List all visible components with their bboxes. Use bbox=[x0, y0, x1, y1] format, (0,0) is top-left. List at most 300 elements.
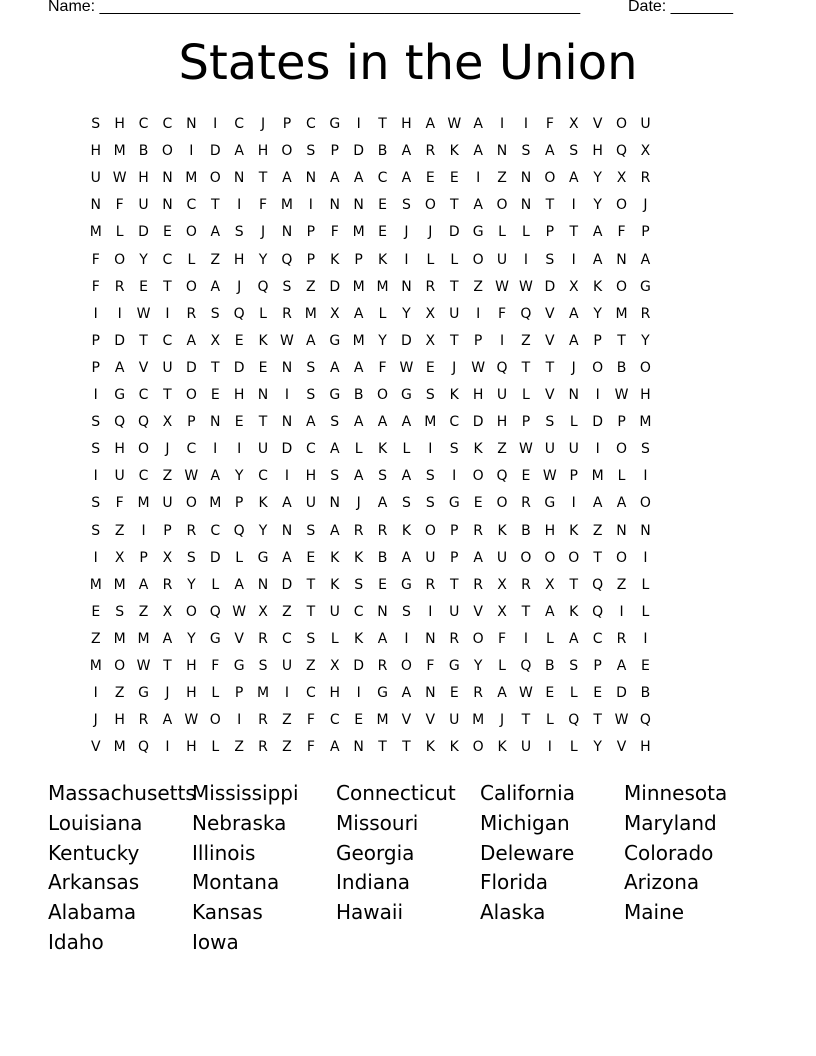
grid-letter: G bbox=[377, 685, 389, 702]
grid-letter: N bbox=[281, 522, 293, 539]
grid-letter: Z bbox=[282, 603, 293, 620]
grid-letter: G bbox=[209, 630, 222, 647]
grid-letter: I bbox=[619, 603, 625, 620]
grid-letter: F bbox=[378, 359, 388, 376]
grid-letter: O bbox=[616, 441, 628, 458]
grid-letter: K bbox=[425, 739, 436, 756]
grid-letter: U bbox=[162, 359, 174, 376]
grid-letter: K bbox=[377, 251, 388, 268]
grid-letter: H bbox=[186, 739, 198, 756]
grid-letter: S bbox=[91, 116, 101, 132]
grid-letter: P bbox=[234, 685, 244, 702]
grid-letter: I bbox=[523, 251, 529, 268]
grid-letter: S bbox=[306, 630, 316, 647]
grid-letter: Q bbox=[138, 414, 150, 431]
grid-letter: I bbox=[643, 549, 648, 566]
grid-letter: X bbox=[568, 116, 580, 132]
grid-letter: X bbox=[162, 414, 173, 431]
grid-letter: V bbox=[401, 712, 412, 729]
grid-letter: N bbox=[210, 414, 221, 431]
grid-letter: V bbox=[545, 332, 556, 349]
grid-letter: I bbox=[595, 387, 601, 403]
grid-letter: A bbox=[162, 712, 173, 729]
grid-letter: T bbox=[617, 332, 627, 349]
grid-letter: O bbox=[400, 658, 413, 674]
grid-letter: A bbox=[234, 143, 245, 160]
word-list-item: Nebraska bbox=[192, 810, 287, 835]
grid-letter: Q bbox=[209, 603, 222, 620]
grid-letter: N bbox=[281, 359, 293, 376]
grid-letter: F bbox=[617, 224, 627, 241]
grid-letter: I bbox=[499, 116, 505, 132]
grid-letter: Y bbox=[402, 305, 412, 322]
word-list-item: Idaho bbox=[48, 930, 104, 954]
grid-letter: K bbox=[258, 332, 269, 349]
name-field[interactable]: Name: ______________________________________________________ bbox=[48, 0, 581, 15]
grid-letter: M bbox=[352, 224, 366, 241]
grid-letter: I bbox=[213, 441, 218, 458]
grid-letter: N bbox=[353, 739, 365, 756]
grid-letter: L bbox=[115, 224, 125, 241]
grid-letter: A bbox=[186, 332, 197, 349]
grid-letter: B bbox=[138, 143, 149, 160]
grid-letter: I bbox=[93, 468, 99, 485]
grid-letter: R bbox=[258, 630, 269, 647]
grid-letter: L bbox=[330, 630, 340, 647]
grid-letter: P bbox=[306, 224, 316, 241]
grid-letter: M bbox=[137, 495, 151, 512]
grid-letter: A bbox=[329, 359, 341, 376]
grid-letter: L bbox=[450, 251, 459, 268]
word-list-item: Massachusetts bbox=[48, 781, 196, 805]
grid-letter: L bbox=[569, 739, 579, 756]
grid-letter: A bbox=[473, 116, 484, 132]
grid-letter: C bbox=[138, 387, 149, 403]
grid-letter: L bbox=[402, 441, 411, 458]
grid-letter: K bbox=[569, 522, 579, 539]
grid-letter: M bbox=[304, 305, 318, 322]
grid-letter: N bbox=[281, 224, 293, 241]
grid-letter: J bbox=[93, 712, 99, 729]
grid-letter: F bbox=[91, 278, 101, 295]
word-list-item: Michigan bbox=[480, 810, 570, 835]
grid-letter: D bbox=[329, 278, 341, 295]
grid-letter: I bbox=[93, 685, 99, 702]
grid-letter: S bbox=[282, 278, 292, 295]
grid-letter: X bbox=[545, 576, 556, 593]
grid-letter: Q bbox=[257, 278, 270, 295]
grid-letter: M bbox=[113, 630, 127, 647]
grid-letter: D bbox=[448, 224, 461, 241]
grid-letter: C bbox=[210, 522, 221, 539]
grid-letter: S bbox=[115, 603, 125, 620]
grid-letter: F bbox=[91, 251, 101, 268]
grid-letter: V bbox=[138, 359, 149, 376]
grid-letter: E bbox=[473, 495, 484, 512]
grid-letter: G bbox=[257, 549, 269, 566]
grid-letter: S bbox=[401, 603, 412, 620]
grid-letter: X bbox=[568, 278, 580, 295]
grid-letter: U bbox=[520, 739, 532, 756]
grid-letter: K bbox=[377, 441, 388, 458]
word-list-item: Alaska bbox=[480, 900, 546, 925]
grid-letter: Z bbox=[114, 522, 125, 539]
grid-letter: C bbox=[162, 116, 173, 132]
grid-letter: L bbox=[211, 739, 220, 756]
grid-letter: I bbox=[523, 116, 529, 132]
grid-letter: I bbox=[165, 305, 170, 322]
grid-letter: Y bbox=[378, 332, 388, 349]
grid-letter: I bbox=[476, 170, 481, 187]
grid-letter: H bbox=[114, 116, 126, 132]
grid-letter: X bbox=[114, 549, 125, 566]
grid-letter: B bbox=[353, 387, 364, 403]
grid-letter: S bbox=[91, 441, 101, 458]
grid-letter: S bbox=[640, 441, 651, 458]
word-list-item: Missouri bbox=[336, 810, 419, 835]
grid-letter: A bbox=[353, 468, 364, 485]
grid-letter: V bbox=[592, 116, 603, 132]
grid-letter: O bbox=[592, 359, 604, 376]
grid-letter: M bbox=[376, 712, 390, 729]
grid-letter: O bbox=[161, 143, 174, 160]
grid-letter: Q bbox=[592, 603, 604, 620]
grid-letter: A bbox=[473, 549, 484, 566]
grid-letter: I bbox=[284, 468, 290, 485]
grid-letter: S bbox=[449, 441, 460, 458]
grid-letter: O bbox=[472, 630, 485, 647]
grid-letter: R bbox=[449, 630, 460, 647]
grid-letter: X bbox=[210, 332, 221, 349]
grid-letter: E bbox=[234, 414, 245, 431]
grid-letter: O bbox=[544, 549, 556, 566]
grid-letter: R bbox=[282, 305, 293, 322]
grid-letter: W bbox=[112, 170, 128, 187]
grid-letter: H bbox=[329, 685, 341, 702]
grid-letter: R bbox=[186, 522, 197, 539]
grid-letter: O bbox=[472, 468, 485, 485]
grid-letter: C bbox=[258, 468, 269, 485]
word-list-item: Arkansas bbox=[48, 870, 140, 895]
grid-letter: Z bbox=[234, 739, 245, 756]
grid-letter: F bbox=[545, 116, 555, 132]
grid-letter: H bbox=[233, 387, 245, 403]
grid-letter: Q bbox=[592, 576, 604, 593]
grid-letter: K bbox=[354, 630, 364, 647]
grid-letter: I bbox=[452, 468, 457, 485]
grid-letter: A bbox=[329, 170, 341, 187]
grid-letter: J bbox=[428, 224, 433, 241]
grid-letter: P bbox=[330, 143, 340, 160]
grid-letter: G bbox=[329, 332, 341, 349]
date-field[interactable]: Date: _______ bbox=[628, 0, 733, 15]
grid-letter: T bbox=[521, 712, 531, 729]
grid-letter: R bbox=[258, 739, 269, 756]
grid-letter: L bbox=[235, 549, 244, 566]
grid-letter: A bbox=[401, 170, 412, 187]
grid-letter: A bbox=[425, 116, 436, 132]
grid-letter: Q bbox=[616, 143, 628, 160]
grid-letter: Q bbox=[496, 468, 509, 485]
grid-letter: C bbox=[186, 441, 197, 458]
grid-letter: N bbox=[640, 522, 652, 539]
grid-letter: R bbox=[186, 305, 197, 322]
grid-letter: A bbox=[210, 468, 221, 485]
grid-letter: K bbox=[569, 603, 579, 620]
grid-letter: N bbox=[616, 522, 628, 539]
grid-letter: P bbox=[617, 414, 627, 431]
grid-letter: I bbox=[404, 251, 409, 268]
grid-letter: U bbox=[496, 251, 508, 268]
grid-letter: V bbox=[473, 603, 484, 620]
grid-letter: K bbox=[330, 251, 340, 268]
word-list-item: Maryland bbox=[624, 810, 717, 835]
grid-letter: X bbox=[425, 332, 436, 349]
grid-letter: A bbox=[473, 143, 484, 160]
grid-letter: G bbox=[640, 278, 652, 295]
grid-letter: S bbox=[425, 387, 436, 403]
word-list-item: Maine bbox=[624, 900, 685, 925]
grid-letter: I bbox=[93, 549, 99, 566]
grid-letter: T bbox=[163, 658, 173, 674]
grid-letter: I bbox=[117, 305, 123, 322]
grid-letter: I bbox=[499, 332, 505, 349]
grid-letter: S bbox=[521, 143, 531, 160]
grid-letter: U bbox=[640, 116, 652, 132]
header bbox=[48, 0, 748, 20]
grid-letter: F bbox=[330, 224, 340, 241]
grid-letter: A bbox=[473, 197, 484, 214]
grid-letter: U bbox=[425, 549, 436, 566]
grid-letter: L bbox=[498, 658, 507, 674]
word-list-item: Arizona bbox=[624, 870, 700, 895]
grid-letter: O bbox=[185, 224, 198, 241]
grid-letter: E bbox=[449, 685, 460, 702]
grid-letter: Q bbox=[568, 712, 580, 729]
grid-letter: Y bbox=[593, 197, 603, 214]
grid-letter: G bbox=[544, 495, 556, 512]
grid-letter: O bbox=[209, 170, 222, 187]
grid-letter: S bbox=[569, 143, 579, 160]
grid-letter: I bbox=[237, 197, 242, 214]
grid-letter: Z bbox=[114, 685, 125, 702]
word-list-item: Kentucky bbox=[48, 840, 140, 865]
grid-letter: F bbox=[115, 495, 125, 512]
grid-letter: K bbox=[593, 278, 603, 295]
grid-letter: H bbox=[257, 143, 269, 160]
grid-letter: P bbox=[450, 522, 459, 539]
grid-letter: C bbox=[138, 468, 149, 485]
word-list-item: Colorado bbox=[624, 840, 714, 865]
grid-letter: P bbox=[593, 332, 603, 349]
grid-letter: R bbox=[521, 576, 532, 593]
grid-letter: S bbox=[234, 224, 245, 241]
grid-letter: O bbox=[185, 603, 198, 620]
grid-letter: N bbox=[257, 576, 269, 593]
grid-letter: G bbox=[233, 658, 246, 674]
grid-letter: A bbox=[592, 224, 603, 241]
grid-letter: M bbox=[280, 197, 294, 214]
grid-letter: U bbox=[257, 441, 269, 458]
grid-letter: T bbox=[402, 739, 412, 756]
grid-letter: M bbox=[352, 278, 366, 295]
grid-letter: E bbox=[425, 170, 436, 187]
grid-letter: A bbox=[353, 305, 364, 322]
grid-letter: R bbox=[473, 685, 484, 702]
grid-letter: U bbox=[496, 549, 508, 566]
word-list-item: California bbox=[480, 781, 575, 805]
grid-letter: I bbox=[571, 495, 577, 512]
grid-letter: N bbox=[162, 197, 174, 214]
grid-letter: F bbox=[498, 305, 507, 322]
grid-letter: O bbox=[472, 251, 485, 268]
grid-letter: P bbox=[450, 549, 459, 566]
word-list-item: Connecticut bbox=[336, 781, 456, 805]
grid-letter: Q bbox=[114, 414, 126, 431]
grid-letter: A bbox=[568, 170, 580, 187]
grid-letter: H bbox=[138, 170, 150, 187]
grid-letter: J bbox=[571, 359, 577, 376]
grid-letter: V bbox=[545, 305, 556, 322]
grid-letter: A bbox=[282, 495, 293, 512]
grid-letter: C bbox=[282, 630, 293, 647]
grid-letter: F bbox=[498, 630, 507, 647]
grid-letter: Z bbox=[90, 630, 102, 647]
grid-letter: A bbox=[377, 495, 388, 512]
grid-letter: B bbox=[640, 685, 651, 702]
grid-letter: A bbox=[568, 305, 580, 322]
grid-letter: I bbox=[284, 387, 290, 403]
grid-letter: P bbox=[234, 495, 244, 512]
grid-letter: A bbox=[353, 414, 364, 431]
grid-letter: I bbox=[428, 603, 433, 620]
grid-letter: E bbox=[210, 387, 221, 403]
grid-letter: O bbox=[544, 170, 556, 187]
grid-letter: A bbox=[401, 143, 412, 160]
grid-letter: K bbox=[449, 143, 460, 160]
grid-letter: Z bbox=[282, 739, 293, 756]
grid-letter: G bbox=[401, 576, 413, 593]
grid-letter: Y bbox=[187, 630, 197, 647]
grid-letter: K bbox=[449, 387, 460, 403]
grid-letter: W bbox=[184, 468, 199, 485]
grid-letter: O bbox=[639, 359, 652, 376]
grid-letter: H bbox=[401, 116, 413, 132]
grid-letter: A bbox=[162, 630, 173, 647]
grid-letter: H bbox=[305, 468, 317, 485]
grid-letter: L bbox=[641, 603, 650, 620]
grid-letter: Q bbox=[520, 658, 532, 674]
grid-letter: S bbox=[258, 658, 268, 674]
grid-letter: U bbox=[329, 603, 341, 620]
grid-letter: H bbox=[186, 658, 198, 674]
grid-letter: S bbox=[306, 387, 316, 403]
grid-letter: U bbox=[568, 441, 580, 458]
grid-letter: F bbox=[306, 739, 316, 756]
grid-letter: Y bbox=[258, 251, 268, 268]
grid-letter: N bbox=[520, 197, 532, 214]
grid-letter: S bbox=[378, 468, 388, 485]
grid-letter: S bbox=[91, 522, 101, 539]
grid-letter: Q bbox=[281, 251, 293, 268]
grid-letter: M bbox=[89, 224, 103, 241]
grid-letter: P bbox=[163, 522, 173, 539]
grid-letter: C bbox=[305, 685, 317, 702]
grid-letter: I bbox=[213, 116, 218, 132]
grid-letter: A bbox=[401, 549, 412, 566]
grid-letter: N bbox=[329, 495, 341, 512]
grid-letter: A bbox=[616, 495, 627, 512]
grid-letter: Z bbox=[497, 441, 508, 458]
grid-letter: O bbox=[616, 197, 628, 214]
grid-letter: G bbox=[114, 387, 126, 403]
grid-letter: P bbox=[282, 116, 292, 132]
grid-letter: N bbox=[90, 197, 102, 214]
grid-letter: I bbox=[165, 739, 170, 756]
grid-letter: Y bbox=[234, 468, 244, 485]
grid-letter: R bbox=[425, 278, 436, 295]
page-title: States in the Union bbox=[178, 35, 638, 91]
grid-letter: Q bbox=[233, 522, 246, 539]
grid-letter: X bbox=[162, 603, 173, 620]
grid-letter: L bbox=[522, 387, 531, 403]
grid-letter: K bbox=[449, 739, 460, 756]
grid-letter: F bbox=[259, 197, 268, 214]
grid-letter: M bbox=[113, 739, 127, 756]
grid-letter: L bbox=[211, 685, 220, 702]
grid-letter: E bbox=[306, 549, 316, 566]
grid-letter: X bbox=[329, 658, 341, 674]
grid-letter: T bbox=[569, 224, 579, 241]
grid-letter: H bbox=[640, 739, 652, 756]
grid-letter: Z bbox=[497, 170, 508, 187]
grid-letter: C bbox=[305, 441, 317, 458]
grid-letter: E bbox=[641, 658, 651, 674]
grid-letter: A bbox=[353, 170, 364, 187]
grid-letter: A bbox=[282, 170, 293, 187]
grid-letter: R bbox=[640, 170, 651, 187]
grid-letter: S bbox=[306, 143, 316, 160]
grid-letter: P bbox=[306, 251, 316, 268]
grid-letter: J bbox=[452, 359, 457, 376]
grid-letter: P bbox=[569, 468, 579, 485]
grid-letter: E bbox=[139, 278, 149, 295]
grid-letter: T bbox=[449, 197, 460, 214]
grid-letter: E bbox=[378, 224, 388, 241]
grid-letter: O bbox=[424, 197, 437, 214]
grid-letter: L bbox=[545, 712, 555, 729]
grid-letter: H bbox=[233, 251, 245, 268]
grid-letter: Q bbox=[520, 305, 532, 322]
word-list-item: Minnesota bbox=[624, 781, 728, 805]
grid-letter: W bbox=[519, 441, 534, 458]
grid-letter: G bbox=[401, 387, 413, 403]
grid-letter: D bbox=[401, 332, 413, 349]
grid-letter: O bbox=[639, 495, 652, 512]
grid-letter: N bbox=[425, 685, 437, 702]
grid-letter: O bbox=[377, 387, 389, 403]
grid-letter: J bbox=[356, 495, 362, 512]
grid-letter: N bbox=[305, 170, 317, 187]
grid-letter: X bbox=[162, 549, 173, 566]
grid-letter: D bbox=[281, 576, 293, 593]
grid-letter: A bbox=[497, 685, 508, 702]
grid-letter: U bbox=[114, 468, 126, 485]
grid-letter: S bbox=[425, 495, 436, 512]
grid-letter: V bbox=[90, 739, 102, 756]
grid-letter: X bbox=[616, 170, 627, 187]
grid-letter: Y bbox=[593, 739, 603, 756]
